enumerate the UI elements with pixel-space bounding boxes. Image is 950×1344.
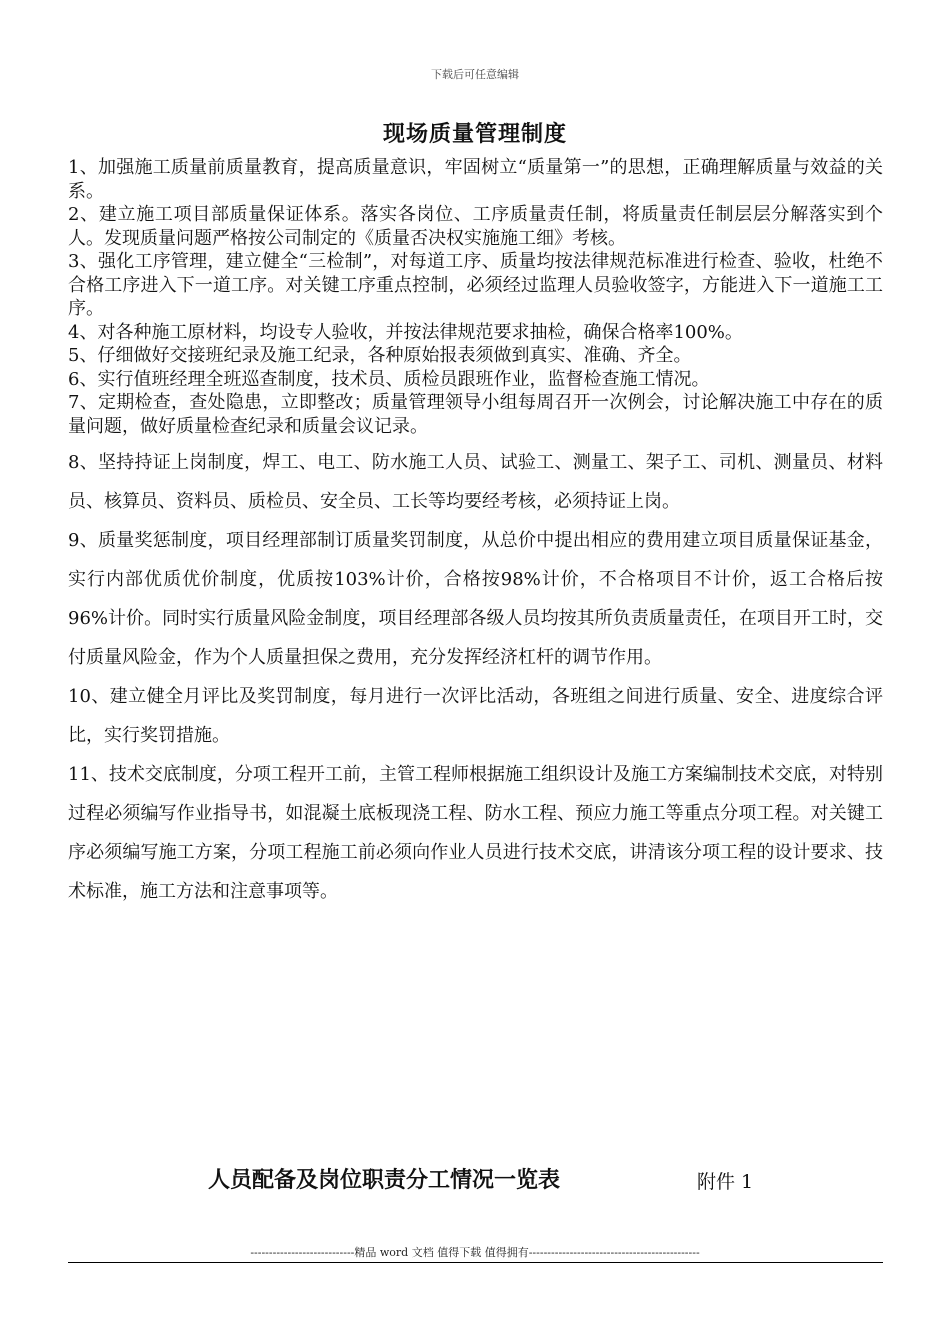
attachment-label: 附件 1 [697,1171,754,1193]
paragraph-3: 3、强化工序管理，建立健全“三检制”，对每道工序、质量均按法律规范标准进行检查、验收，杜绝不合格工序进入下一道工序。对关键工序重点控制，必须经过监理人员验收签字，方能进入下一道施工工序。 [68,251,883,319]
table-title: 人员配备及岗位职责分工情况一览表 [208,1167,561,1193]
footer-divider [68,1262,883,1263]
document-body [68,156,883,911]
paragraph-1: 1、加强施工质量前质量教育，提高质量意识，牢固树立“质量第一”的思想，正确理解质量与效益的关系。 [68,157,883,202]
tight-paragraph-group [68,156,883,438]
paragraph-2: 2、建立施工项目部质量保证体系。落实各岗位、工序质量责任制，将质量责任制层层分解落实到个人。发现质量问题严格按公司制定的《质量否决权实施施工细》考核。 [68,204,883,249]
paragraph-8: 8、坚持持证上岗制度，焊工、电工、防水施工人员、试验工、测量工、架子工、司机、测量员、材料员、核算员、资料员、质检员、安全员、工长等均要经考核，必须持证上岗。 [68,452,883,512]
paragraph-11: 11、技术交底制度，分项工程开工前，主管工程师根据施工组织设计及施工方案编制技术交底，对特别过程必须编写作业指导书，如混凝土底板现浇工程、防水工程、预应力施工等重点分项工程。对关键工序必须编写施工方案，分项工程施工前必须向作业人员进行技术交底，讲清该分项工程的设计要求、技术标准，施工方法和注意事项等。 [68,764,883,902]
loose-paragraph-group [68,443,883,911]
paragraph-7: 7、定期检查，查处隐患，立即整改；质量管理领导小组每周召开一次例会，讨论解决施工中存在的质量问题，做好质量检查纪录和质量会议记录。 [68,392,883,437]
paragraph-6: 6、实行值班经理全班巡查制度，技术员、质检员跟班作业，监督检查施工情况。 [68,368,710,390]
document-title: 现场质量管理制度 [382,121,567,147]
paragraph-10: 10、建立健全月评比及奖罚制度，每月进行一次评比活动，各班组之间进行质量、安全、进度综合评比，实行奖罚措施。 [68,686,883,746]
paragraph-5: 5、仔细做好交接班纪录及施工纪录，各种原始报表须做到真实、准确、齐全。 [68,345,692,366]
paragraph-9: 9、质量奖惩制度，项目经理部制订质量奖罚制度，从总价中提出相应的费用建立项目质量保证基金，实行内部优质优价制度，优质按103%计价，合格按98%计价，不合格项目不计价，返工合格后按96%计价。同时实行质量风险金制度，项目经理部各级人员均按其所负责质量责任，在项目开工时，交付质量风险金，作为个人质量担保之费用，充分发挥经济杠杆的调节作用。 [68,530,883,668]
paragraph-4: 4、对各种施工原材料，均设专人验收，并按法律规范要求抽检，确保合格率100%。 [68,321,743,343]
header-note: 下载后可任意编辑 [431,68,519,81]
footer-note: ----------------------------精品 word 文档 值得下载 值得拥有---------------------------------------------- [250,1246,700,1259]
